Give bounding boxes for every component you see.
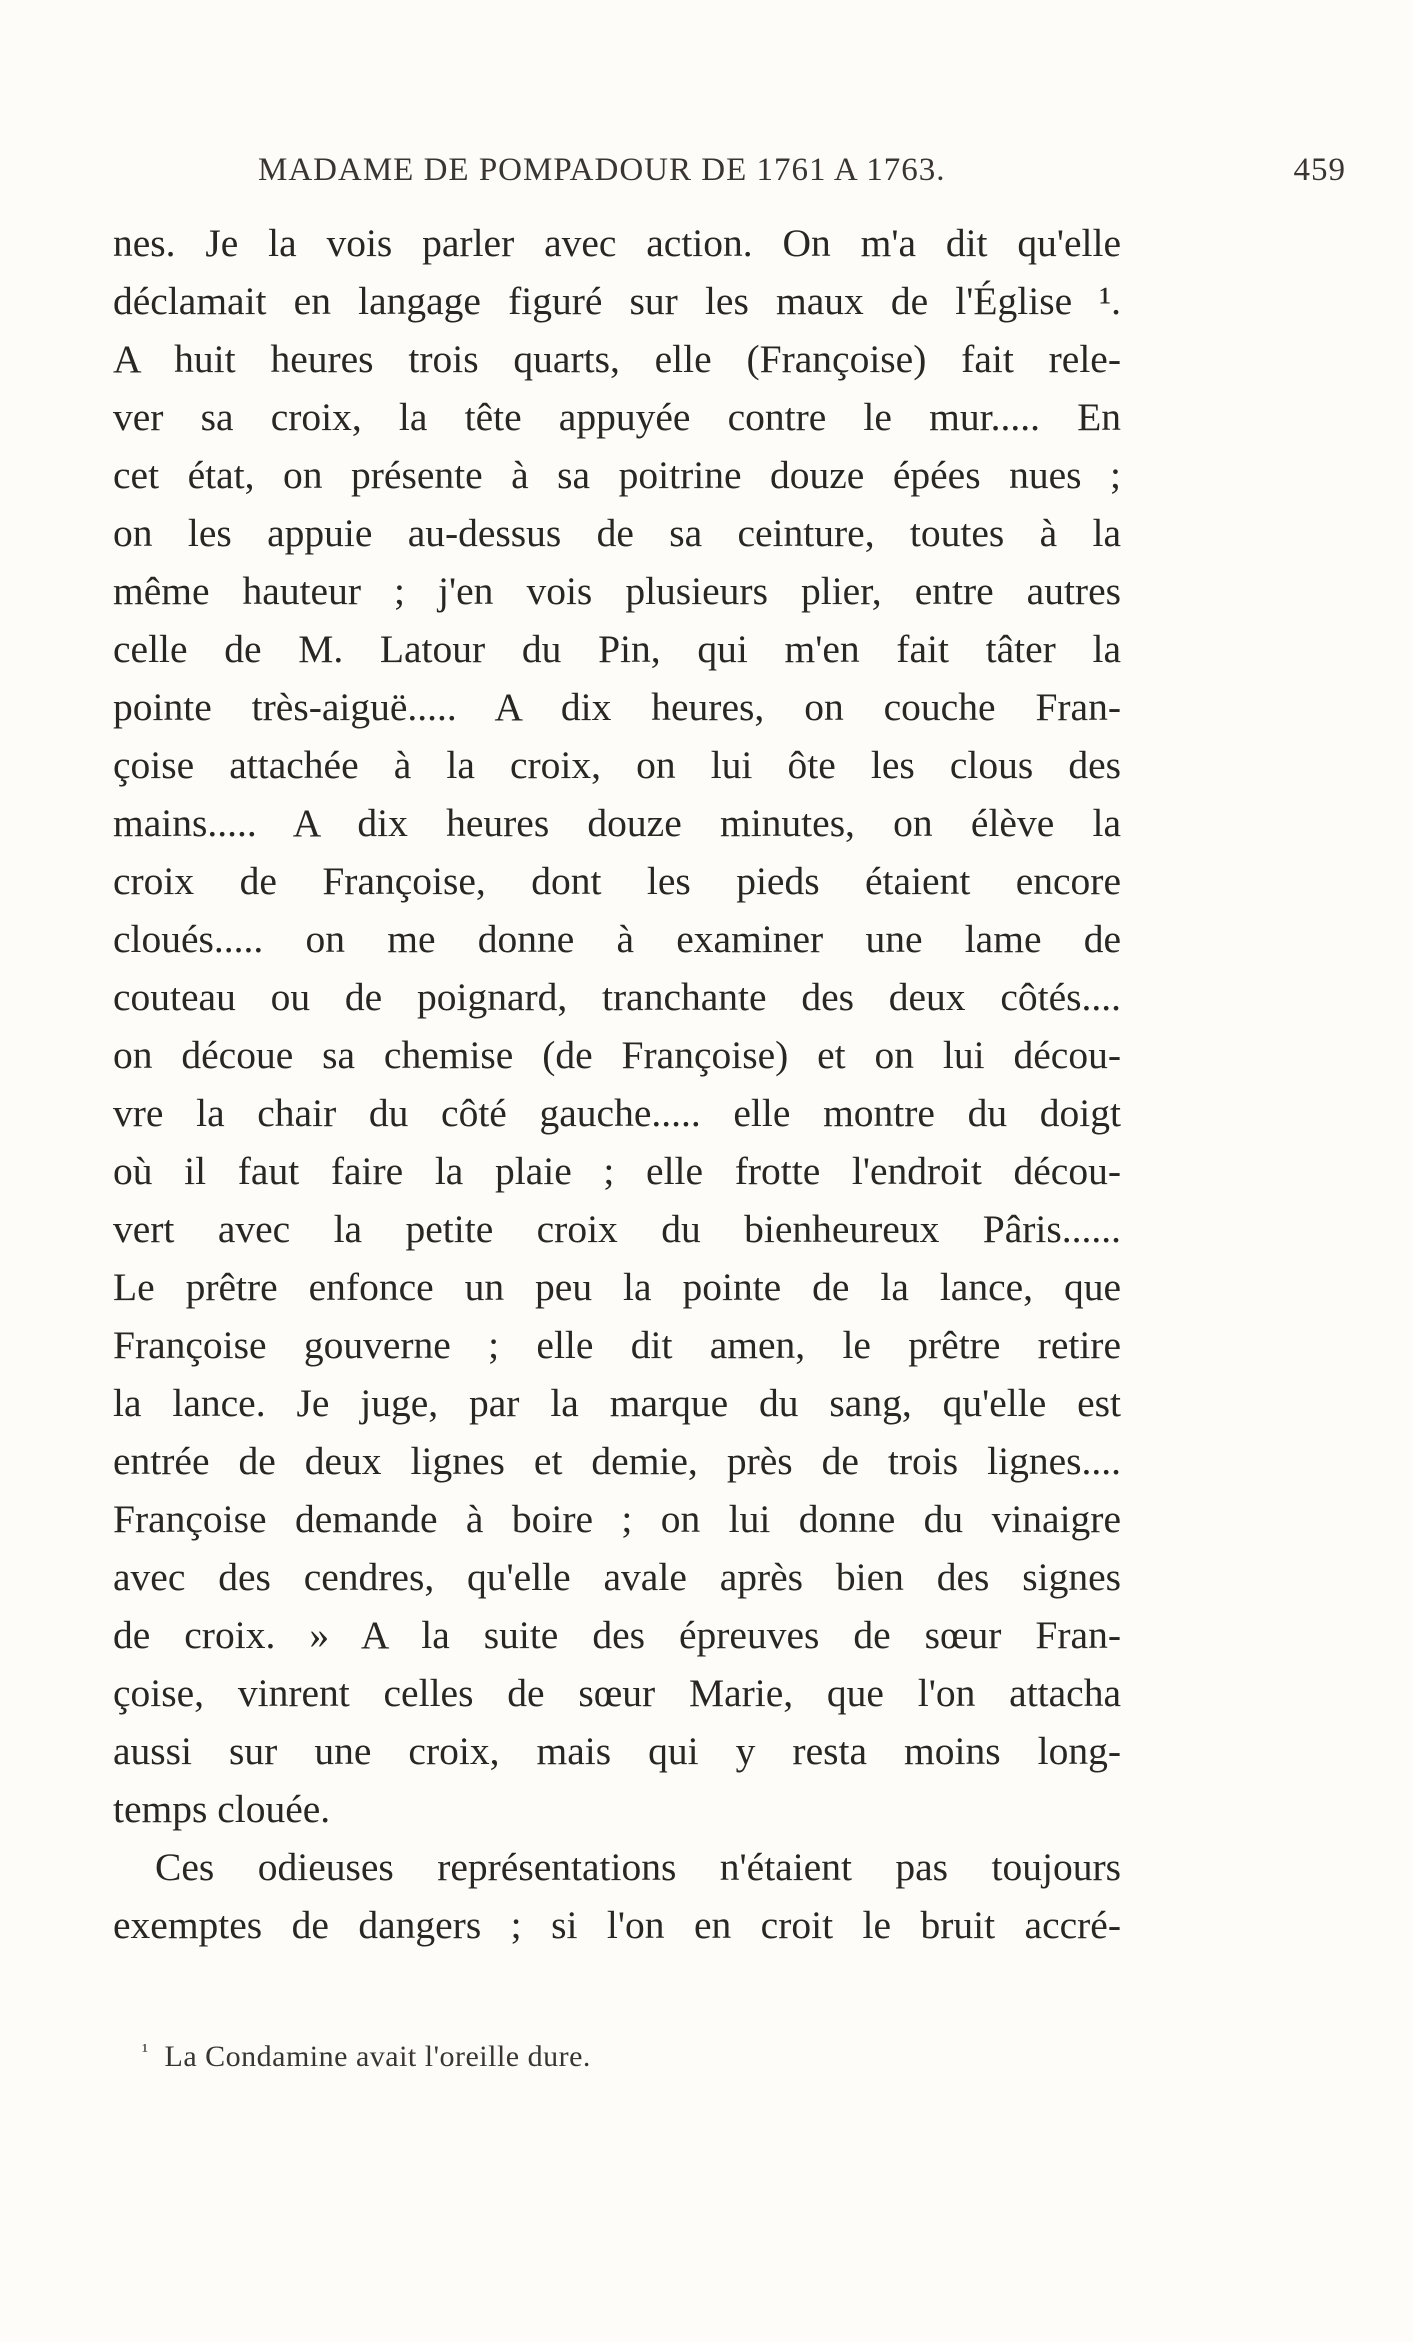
text-line: ver sa croix, la tête appuyée contre le mur..... En bbox=[113, 395, 1121, 439]
text-line: on les appuie au-dessus de sa ceinture, toutes à la bbox=[113, 511, 1121, 555]
text-line: cet état, on présente à sa poitrine douze épées nues ; bbox=[113, 453, 1121, 497]
text-line: entrée de deux lignes et demie, près de trois lignes.... bbox=[113, 1439, 1121, 1483]
text-line: temps clouée. bbox=[113, 1787, 331, 1831]
text-line: avec des cendres, qu'elle avale après bien des signes bbox=[113, 1555, 1121, 1599]
text-line: çoise attachée à la croix, on lui ôte les clous des bbox=[113, 743, 1121, 787]
text-line: même hauteur ; j'en vois plusieurs plier, entre autres bbox=[113, 569, 1121, 613]
text-line: mains..... A dix heures douze minutes, on élève la bbox=[113, 801, 1121, 845]
text-line: Ces odieuses représentations n'étaient pas toujours bbox=[155, 1845, 1121, 1889]
text-line: çoise, vinrent celles de sœur Marie, que l'on attacha bbox=[113, 1671, 1121, 1715]
text-line: exemptes de dangers ; si l'on en croit le bruit accré- bbox=[113, 1903, 1121, 1947]
footnote bbox=[142, 2040, 591, 2074]
page-number: 459 bbox=[1293, 152, 1346, 188]
text-line: croix de Françoise, dont les pieds étaient encore bbox=[113, 859, 1121, 903]
text-line: Le prêtre enfonce un peu la pointe de la lance, que bbox=[113, 1265, 1121, 1309]
text-line: couteau ou de poignard, tranchante des deux côtés.... bbox=[113, 975, 1121, 1019]
text-line: vert avec la petite croix du bienheureux Pâris...... bbox=[113, 1207, 1121, 1251]
text-line: nes. Je la vois parler avec action. On m'a dit qu'elle bbox=[113, 221, 1121, 265]
running-title: MADAME DE POMPADOUR DE 1761 A 1763. bbox=[258, 152, 946, 188]
text-line: de croix. » A la suite des épreuves de sœur Fran- bbox=[113, 1613, 1121, 1657]
footnote-marker: ¹ bbox=[142, 2040, 149, 2062]
text-line: A huit heures trois quarts, elle (Françoise) fait rele- bbox=[113, 337, 1121, 381]
text-line: Françoise demande à boire ; on lui donne du vinaigre bbox=[113, 1497, 1121, 1541]
text-line: celle de M. Latour du Pin, qui m'en fait tâter la bbox=[113, 627, 1121, 671]
text-line: déclamait en langage figuré sur les maux de l'Église ¹. bbox=[113, 279, 1121, 323]
text-line: où il faut faire la plaie ; elle frotte l'endroit décou- bbox=[113, 1149, 1121, 1193]
running-header bbox=[258, 152, 1346, 192]
footnote-text: La Condamine avait l'oreille dure. bbox=[164, 2040, 591, 2073]
text-line: vre la chair du côté gauche..... elle montre du doigt bbox=[113, 1091, 1121, 1135]
text-line: on découe sa chemise (de Françoise) et on lui décou- bbox=[113, 1033, 1121, 1077]
text-line: la lance. Je juge, par la marque du sang, qu'elle est bbox=[113, 1381, 1121, 1425]
text-line: Françoise gouverne ; elle dit amen, le prêtre retire bbox=[113, 1323, 1121, 1367]
text-line: aussi sur une croix, mais qui y resta moins long- bbox=[113, 1729, 1121, 1773]
body-text bbox=[113, 214, 1121, 1954]
text-line: cloués..... on me donne à examiner une lame de bbox=[113, 917, 1121, 961]
text-line: pointe très-aiguë..... A dix heures, on couche Fran- bbox=[113, 685, 1121, 729]
